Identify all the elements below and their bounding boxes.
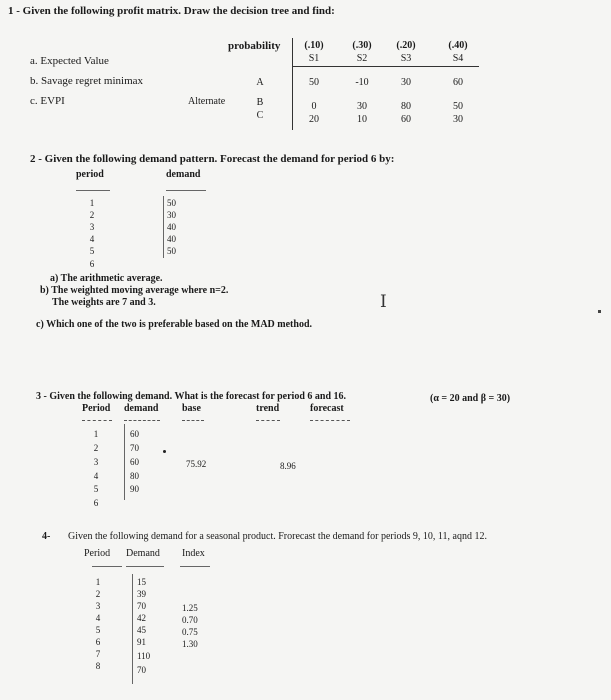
q4-header-period: Period — [84, 548, 111, 559]
q4-period-3: 3 — [95, 601, 101, 611]
q2-demand-rule — [166, 190, 206, 191]
prob-s1: (.10) — [304, 40, 324, 51]
q4-period-1: 1 — [95, 577, 101, 587]
alt-a: A — [256, 77, 264, 88]
q1-item-a: a. Expected Value — [30, 55, 109, 67]
cell-c-s1: 20 — [309, 114, 319, 125]
q4-title: Given the following demand for a seasonal product. Frorecast the demand for periods 9, 10, 11, aqnd 12. — [68, 531, 487, 542]
cell-b-s3: 80 — [401, 101, 411, 112]
text-cursor-icon: I — [380, 292, 387, 312]
q3-header-trend: trend — [256, 403, 280, 414]
q4-demand-column-rule — [132, 574, 133, 684]
q3-header-forecast: forecast — [310, 403, 344, 414]
q4-period-4: 4 — [95, 613, 101, 623]
q2-demand-5: 50 — [167, 246, 176, 256]
q4-number: 4- — [42, 531, 51, 542]
q2-period-3: 3 — [89, 222, 95, 232]
q2-title: 2 - Given the following demand pattern. Forecast the demand for period 6 by: — [30, 153, 395, 165]
q3-header-demand: demand — [124, 403, 159, 414]
q2-demand-1: 50 — [167, 198, 176, 208]
prob-s4: (.40) — [448, 40, 468, 51]
q2-demand-4: 40 — [167, 234, 176, 244]
q3-trend-value: 8.96 — [280, 461, 296, 471]
q3-trend-rule — [256, 420, 280, 421]
margin-dot-mark — [598, 310, 601, 313]
cell-c-s2: 10 — [357, 114, 367, 125]
q4-demand-7: 110 — [137, 651, 151, 661]
matrix-header-rule — [292, 66, 479, 67]
q4-period-rule — [92, 566, 122, 567]
prob-s3: (.20) — [396, 40, 416, 51]
q1-item-c: c. EVPI — [30, 95, 65, 107]
q4-index-2: 0.70 — [182, 615, 198, 625]
q4-demand-3: 70 — [137, 601, 146, 611]
alt-b: B — [256, 97, 264, 108]
q3-base-rule — [182, 420, 204, 421]
q2-period-1: 1 — [89, 198, 95, 208]
q2-period-4: 4 — [89, 234, 95, 244]
q3-base-value: 75.92 — [186, 459, 207, 469]
q3-demand-2: 70 — [130, 443, 139, 453]
q2-demand-3: 40 — [167, 222, 176, 232]
q1-item-b: b. Savage regret minimax — [30, 75, 144, 87]
cell-a-s1: 50 — [309, 77, 319, 88]
q3-header-period: Period — [82, 403, 111, 414]
q3-period-5: 5 — [93, 484, 99, 494]
q3-demand-5: 90 — [130, 484, 139, 494]
cell-c-s3: 60 — [401, 114, 411, 125]
q2-part-b: b) The weighted moving average where n=2. — [40, 285, 229, 296]
cell-b-s1: 0 — [311, 101, 317, 112]
q4-demand-4: 42 — [137, 613, 146, 623]
q3-period-1: 1 — [93, 429, 99, 439]
q3-period-3: 3 — [93, 457, 99, 467]
q3-demand-1: 60 — [130, 429, 139, 439]
q3-demand-rule — [124, 420, 160, 421]
state-s3: S3 — [400, 53, 412, 64]
state-s1: S1 — [308, 53, 320, 64]
q4-period-2: 2 — [95, 589, 101, 599]
q4-period-6: 6 — [95, 637, 101, 647]
q2-part-c: c) Which one of the two is preferable based on the MAD method. — [36, 319, 313, 330]
q2-part-a: a) The arithmetic average. — [50, 273, 163, 284]
cell-a-s3: 30 — [401, 77, 411, 88]
q1-title: 1 - Given the following profit matrix. Draw the decision tree and find: — [8, 5, 335, 17]
probability-label: probability — [228, 40, 281, 52]
q2-demand-header: demand — [166, 169, 201, 180]
q3-params: (α = 20 and β = 30) — [430, 393, 511, 404]
q3-header-base: base — [182, 403, 201, 414]
q4-demand-1: 15 — [137, 577, 146, 587]
q4-demand-rule — [126, 566, 164, 567]
q4-demand-8: 70 — [137, 665, 146, 675]
q3-period-2: 2 — [93, 443, 99, 453]
q4-index-rule — [180, 566, 210, 567]
q4-index-3: 0.75 — [182, 627, 198, 637]
q4-demand-5: 45 — [137, 625, 146, 635]
q3-period-rule — [82, 420, 112, 421]
q2-part-b-weights: The weights are 7 and 3. — [52, 297, 156, 308]
q4-period-5: 5 — [95, 625, 101, 635]
q3-period-6: 6 — [93, 498, 99, 508]
q2-period-6: 6 — [89, 259, 95, 269]
q4-period-7: 7 — [95, 649, 101, 659]
q4-demand-6: 91 — [137, 637, 146, 647]
q3-title: 3 - Given the following demand. What is the forecast for period 6 and 16. — [36, 391, 347, 402]
stray-dot-mark — [163, 450, 166, 453]
cell-a-s4: 60 — [453, 77, 463, 88]
cell-b-s2: 30 — [357, 101, 367, 112]
q4-index-4: 1.30 — [182, 639, 198, 649]
q2-period-header: period — [76, 169, 104, 180]
prob-s2: (.30) — [352, 40, 372, 51]
cell-c-s4: 30 — [453, 114, 463, 125]
alt-c: C — [256, 110, 264, 121]
q3-period-4: 4 — [93, 471, 99, 481]
state-s2: S2 — [356, 53, 368, 64]
q2-period-2: 2 — [89, 210, 95, 220]
alternate-label: Alternate — [188, 96, 226, 107]
q4-period-8: 8 — [95, 661, 101, 671]
q4-demand-2: 39 — [137, 589, 146, 599]
q3-demand-3: 60 — [130, 457, 139, 467]
state-s4: S4 — [452, 53, 464, 64]
q3-demand-4: 80 — [130, 471, 139, 481]
q2-demand-column-rule — [163, 196, 164, 258]
q4-header-demand: Demand — [126, 548, 160, 559]
matrix-vertical-rule — [292, 38, 293, 130]
cell-a-s2: -10 — [355, 77, 369, 88]
q3-forecast-rule — [310, 420, 350, 421]
q4-header-index: Index — [182, 548, 205, 559]
q2-period-rule — [76, 190, 110, 191]
q4-index-1: 1.25 — [182, 603, 198, 613]
cell-b-s4: 50 — [453, 101, 463, 112]
q2-period-5: 5 — [89, 246, 95, 256]
q2-demand-2: 30 — [167, 210, 176, 220]
q3-demand-column-rule — [124, 424, 125, 500]
